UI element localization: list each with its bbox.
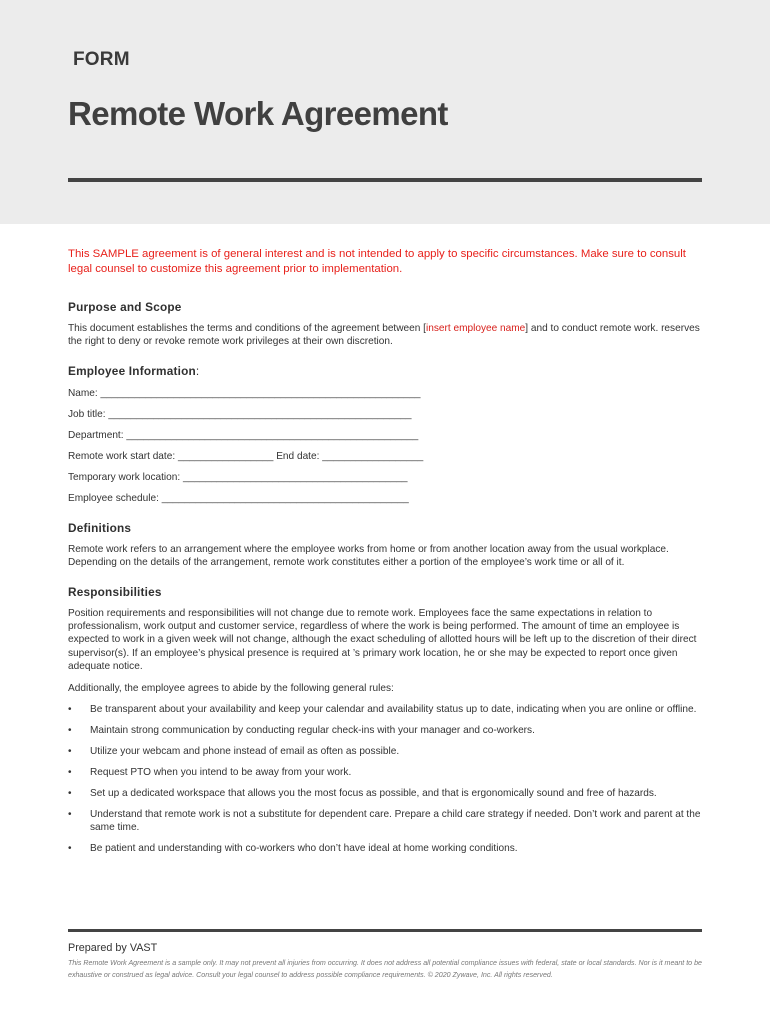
purpose-text bbox=[68, 322, 702, 349]
rules-intro: Additionally, the employee agrees to abide by the following general rules: bbox=[68, 682, 394, 694]
definitions-text: Remote work refers to an arrangement where the employee works from home or from another location away from the usual workplace. Depending on the details of the arrangement, remote work constitutes either a portion of the employee’s work time or all of it. bbox=[68, 543, 669, 569]
document-title: Remote Work Agreement bbox=[68, 95, 448, 132]
employee-name-placeholder: insert employee name bbox=[425, 323, 526, 334]
rule-item bbox=[68, 745, 702, 758]
rule-item bbox=[68, 766, 702, 779]
purpose-heading: Purpose and Scope bbox=[68, 300, 182, 314]
footer-divider bbox=[68, 929, 702, 932]
employee-info-heading bbox=[68, 364, 702, 378]
purpose-text-after: ] and to conduct remote work. reserves the right to deny or revoke remote work privileges at their own discretion. bbox=[68, 323, 700, 348]
temporary-location-field[interactable]: Temporary work location: ________________________________________ bbox=[68, 471, 408, 483]
responsibilities-text: Position requirements and responsibilities will not change due to remote work. Employees face the same expectations in relation to professionalism, work output and customer service, regardless of where the work is being performed. The amount of time an employee is expected to work in a given week will not change, although the exact scheduling of allotted hours will be left up to the discretion of their direct supervisor(s). If an employee’s physical presence is required at ’s primary work location, he or she may be expected to report once given adequate notice. bbox=[68, 607, 697, 673]
sample-disclaimer: This SAMPLE agreement is of general interest and is not intended to apply to specific circumstances. Make sure to consult legal counsel to customize this agreement prior to implementation. bbox=[68, 248, 686, 275]
rule-text: Be patient and understanding with co-workers who don’t have ideal at home working conditions. bbox=[90, 842, 518, 854]
rule-text: Maintain strong communication by conducting regular check-ins with your manager and co-workers. bbox=[90, 724, 535, 736]
purpose-text-before: This document establishes the terms and conditions of the agreement between [ bbox=[68, 323, 426, 334]
form-label: FORM bbox=[73, 49, 130, 70]
rule-text: Be transparent about your availability and keep your calendar and availability status up to date, indicating when you are online or offline. bbox=[90, 704, 697, 716]
responsibilities-heading: Responsibilities bbox=[68, 584, 162, 599]
rule-item bbox=[68, 724, 702, 737]
bullet-icon: • bbox=[68, 787, 72, 799]
rule-item bbox=[68, 808, 702, 835]
employee-schedule-field[interactable]: Employee schedule: ____________________________________________ bbox=[68, 492, 409, 504]
title-divider bbox=[68, 178, 702, 182]
rules-list bbox=[68, 703, 702, 855]
bullet-icon: • bbox=[68, 704, 72, 716]
rule-text: Understand that remote work is not a substitute for dependent care. Prepare a child care strategy if needed. Don’t work and parent at the same time. bbox=[90, 808, 701, 833]
rule-item bbox=[68, 842, 702, 855]
job-title-field[interactable]: Job title: ______________________________________________________ bbox=[68, 408, 412, 420]
bullet-icon: • bbox=[68, 766, 72, 778]
rule-item bbox=[68, 787, 702, 800]
bullet-icon: • bbox=[68, 724, 72, 736]
document-body bbox=[68, 247, 702, 863]
bullet-icon: • bbox=[68, 745, 72, 757]
start-end-date-field[interactable]: Remote work start date: _________________ End date: __________________ bbox=[68, 450, 424, 462]
department-field[interactable]: Department: ____________________________________________________ bbox=[68, 429, 419, 441]
bullet-icon: • bbox=[68, 808, 72, 820]
employee-info-heading-colon: : bbox=[195, 363, 200, 378]
rule-item bbox=[68, 703, 702, 716]
rule-text: Set up a dedicated workspace that allows you the most focus as possible, and that is ergonomically sound and free of hazards. bbox=[90, 787, 657, 799]
rule-text: Utilize your webcam and phone instead of email as often as possible. bbox=[90, 745, 400, 757]
legal-notice: This Remote Work Agreement is a sample only. It may not prevent all injuries from occurring. It does not address all potential compliance issues with federal, state or local standards. Nor is it meant to be exhaustive or construed as legal advice. Consult your legal counsel to address possible compliance requirements. © 2020 Zywave, Inc. All rights reserved. bbox=[68, 959, 702, 979]
bullet-icon: • bbox=[68, 842, 72, 854]
employee-info-fields bbox=[68, 387, 702, 505]
definitions-heading: Definitions bbox=[68, 520, 132, 535]
name-field[interactable]: Name: _________________________________________________________ bbox=[68, 387, 421, 399]
prepared-by: Prepared by VAST bbox=[68, 942, 158, 954]
employee-info-heading-text: Employee Information bbox=[68, 363, 196, 378]
rule-text: Request PTO when you intend to be away from your work. bbox=[90, 766, 352, 778]
